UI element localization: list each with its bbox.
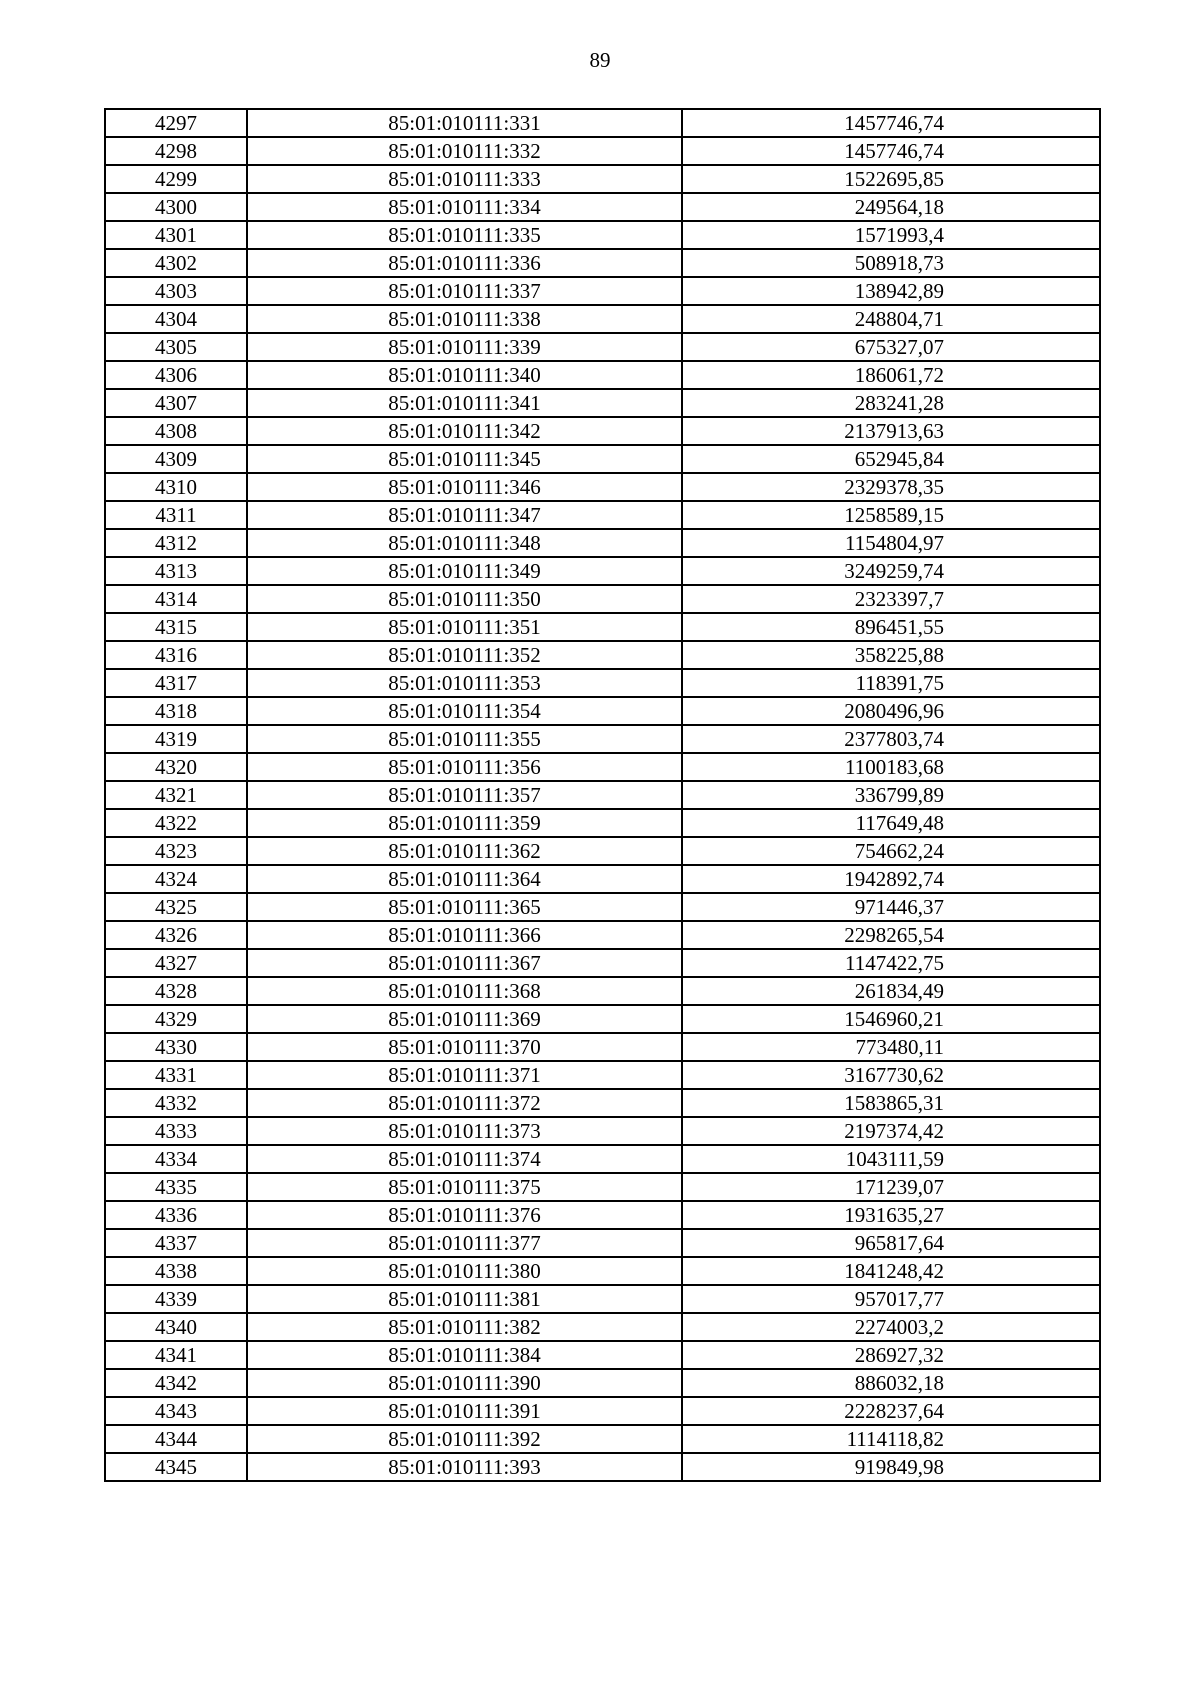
cadastral-number-cell: 85:01:010111:391 [247, 1397, 682, 1425]
table-row [105, 613, 1100, 641]
cadastral-value-cell: 1114118,82 [682, 1425, 1100, 1453]
table-row [105, 1313, 1100, 1341]
table-row [105, 585, 1100, 613]
table-row [105, 1033, 1100, 1061]
cadastral-number-cell: 85:01:010111:372 [247, 1089, 682, 1117]
cadastral-value-cell: 249564,18 [682, 193, 1100, 221]
cadastral-value-cell: 1583865,31 [682, 1089, 1100, 1117]
table-row [105, 277, 1100, 305]
cadastral-value-cell: 896451,55 [682, 613, 1100, 641]
table-body [105, 109, 1100, 1481]
row-number-cell: 4328 [105, 977, 247, 1005]
row-number-cell: 4325 [105, 893, 247, 921]
table-row [105, 473, 1100, 501]
row-number-cell: 4327 [105, 949, 247, 977]
row-number-cell: 4341 [105, 1341, 247, 1369]
table-row [105, 445, 1100, 473]
cadastral-number-cell: 85:01:010111:381 [247, 1285, 682, 1313]
row-number-cell: 4316 [105, 641, 247, 669]
table-row [105, 1369, 1100, 1397]
table-row [105, 809, 1100, 837]
cadastral-value-cell: 336799,89 [682, 781, 1100, 809]
cadastral-value-cell: 1457746,74 [682, 137, 1100, 165]
row-number-cell: 4304 [105, 305, 247, 333]
row-number-cell: 4336 [105, 1201, 247, 1229]
table-row [105, 865, 1100, 893]
cadastral-number-cell: 85:01:010111:392 [247, 1425, 682, 1453]
table-row [105, 697, 1100, 725]
cadastral-value-cell: 2329378,35 [682, 473, 1100, 501]
cadastral-number-cell: 85:01:010111:353 [247, 669, 682, 697]
table-row [105, 669, 1100, 697]
row-number-cell: 4313 [105, 557, 247, 585]
row-number-cell: 4331 [105, 1061, 247, 1089]
cadastral-number-cell: 85:01:010111:374 [247, 1145, 682, 1173]
cadastral-value-cell: 2080496,96 [682, 697, 1100, 725]
cadastral-number-cell: 85:01:010111:390 [247, 1369, 682, 1397]
table-row [105, 557, 1100, 585]
table-row [105, 1425, 1100, 1453]
table-row [105, 1201, 1100, 1229]
cadastral-number-cell: 85:01:010111:341 [247, 389, 682, 417]
cadastral-number-cell: 85:01:010111:352 [247, 641, 682, 669]
table-row [105, 165, 1100, 193]
cadastral-number-cell: 85:01:010111:338 [247, 305, 682, 333]
row-number-cell: 4308 [105, 417, 247, 445]
cadastral-number-cell: 85:01:010111:349 [247, 557, 682, 585]
table-row [105, 753, 1100, 781]
cadastral-number-cell: 85:01:010111:384 [247, 1341, 682, 1369]
table-row [105, 1453, 1100, 1481]
cadastral-value-cell: 117649,48 [682, 809, 1100, 837]
cadastral-number-cell: 85:01:010111:371 [247, 1061, 682, 1089]
cadastral-number-cell: 85:01:010111:351 [247, 613, 682, 641]
cadastral-value-cell: 2137913,63 [682, 417, 1100, 445]
cadastral-number-cell: 85:01:010111:348 [247, 529, 682, 557]
cadastral-value-cell: 971446,37 [682, 893, 1100, 921]
cadastral-value-cell: 1154804,97 [682, 529, 1100, 557]
cadastral-number-cell: 85:01:010111:364 [247, 865, 682, 893]
cadastral-value-cell: 652945,84 [682, 445, 1100, 473]
table-row [105, 1341, 1100, 1369]
row-number-cell: 4306 [105, 361, 247, 389]
row-number-cell: 4302 [105, 249, 247, 277]
row-number-cell: 4330 [105, 1033, 247, 1061]
cadastral-number-cell: 85:01:010111:333 [247, 165, 682, 193]
cadastral-value-cell: 286927,32 [682, 1341, 1100, 1369]
cadastral-value-cell: 1931635,27 [682, 1201, 1100, 1229]
cadastral-value-cell: 754662,24 [682, 837, 1100, 865]
cadastral-number-cell: 85:01:010111:373 [247, 1117, 682, 1145]
cadastral-value-cell: 283241,28 [682, 389, 1100, 417]
row-number-cell: 4342 [105, 1369, 247, 1397]
table-row [105, 417, 1100, 445]
row-number-cell: 4345 [105, 1453, 247, 1481]
row-number-cell: 4321 [105, 781, 247, 809]
cadastral-value-cell: 171239,07 [682, 1173, 1100, 1201]
cadastral-value-cell: 957017,77 [682, 1285, 1100, 1313]
table-row [105, 193, 1100, 221]
row-number-cell: 4300 [105, 193, 247, 221]
cadastral-number-cell: 85:01:010111:359 [247, 809, 682, 837]
cadastral-value-cell: 965817,64 [682, 1229, 1100, 1257]
cadastral-number-cell: 85:01:010111:366 [247, 921, 682, 949]
cadastral-value-cell: 1100183,68 [682, 753, 1100, 781]
table-row [105, 921, 1100, 949]
cadastral-number-cell: 85:01:010111:339 [247, 333, 682, 361]
cadastral-number-cell: 85:01:010111:337 [247, 277, 682, 305]
row-number-cell: 4338 [105, 1257, 247, 1285]
table-row [105, 977, 1100, 1005]
cadastral-value-cell: 248804,71 [682, 305, 1100, 333]
cadastral-value-table [104, 108, 1101, 1482]
row-number-cell: 4318 [105, 697, 247, 725]
cadastral-value-cell: 261834,49 [682, 977, 1100, 1005]
page-number: 89 [589, 48, 611, 72]
cadastral-number-cell: 85:01:010111:345 [247, 445, 682, 473]
table-row [105, 1229, 1100, 1257]
table-row [105, 641, 1100, 669]
cadastral-value-cell: 2274003,2 [682, 1313, 1100, 1341]
row-number-cell: 4303 [105, 277, 247, 305]
table-row [105, 1397, 1100, 1425]
row-number-cell: 4305 [105, 333, 247, 361]
row-number-cell: 4320 [105, 753, 247, 781]
table-row [105, 305, 1100, 333]
cadastral-number-cell: 85:01:010111:350 [247, 585, 682, 613]
cadastral-number-cell: 85:01:010111:331 [247, 109, 682, 137]
row-number-cell: 4332 [105, 1089, 247, 1117]
cadastral-value-cell: 1457746,74 [682, 109, 1100, 137]
table-row [105, 1089, 1100, 1117]
cadastral-number-cell: 85:01:010111:355 [247, 725, 682, 753]
cadastral-value-cell: 3249259,74 [682, 557, 1100, 585]
cadastral-number-cell: 85:01:010111:332 [247, 137, 682, 165]
row-number-cell: 4329 [105, 1005, 247, 1033]
table-row [105, 1145, 1100, 1173]
row-number-cell: 4324 [105, 865, 247, 893]
table-row [105, 1173, 1100, 1201]
row-number-cell: 4333 [105, 1117, 247, 1145]
table-row [105, 725, 1100, 753]
table-row [105, 137, 1100, 165]
row-number-cell: 4340 [105, 1313, 247, 1341]
table-row [105, 893, 1100, 921]
cadastral-number-cell: 85:01:010111:346 [247, 473, 682, 501]
cadastral-value-cell: 1147422,75 [682, 949, 1100, 977]
table-row [105, 1117, 1100, 1145]
cadastral-value-cell: 358225,88 [682, 641, 1100, 669]
cadastral-value-cell: 1841248,42 [682, 1257, 1100, 1285]
row-number-cell: 4311 [105, 501, 247, 529]
row-number-cell: 4334 [105, 1145, 247, 1173]
row-number-cell: 4315 [105, 613, 247, 641]
table-row [105, 1005, 1100, 1033]
row-number-cell: 4312 [105, 529, 247, 557]
row-number-cell: 4335 [105, 1173, 247, 1201]
cadastral-value-cell: 1546960,21 [682, 1005, 1100, 1033]
row-number-cell: 4298 [105, 137, 247, 165]
table-row [105, 1061, 1100, 1089]
cadastral-number-cell: 85:01:010111:382 [247, 1313, 682, 1341]
cadastral-number-cell: 85:01:010111:375 [247, 1173, 682, 1201]
table-row [105, 501, 1100, 529]
row-number-cell: 4344 [105, 1425, 247, 1453]
cadastral-number-cell: 85:01:010111:334 [247, 193, 682, 221]
cadastral-value-cell: 2298265,54 [682, 921, 1100, 949]
cadastral-number-cell: 85:01:010111:369 [247, 1005, 682, 1033]
row-number-cell: 4322 [105, 809, 247, 837]
cadastral-number-cell: 85:01:010111:354 [247, 697, 682, 725]
cadastral-value-cell: 919849,98 [682, 1453, 1100, 1481]
row-number-cell: 4314 [105, 585, 247, 613]
cadastral-value-cell: 2323397,7 [682, 585, 1100, 613]
cadastral-number-cell: 85:01:010111:342 [247, 417, 682, 445]
cadastral-value-cell: 1258589,15 [682, 501, 1100, 529]
row-number-cell: 4297 [105, 109, 247, 137]
table-row [105, 249, 1100, 277]
row-number-cell: 4339 [105, 1285, 247, 1313]
table-row [105, 1257, 1100, 1285]
row-number-cell: 4307 [105, 389, 247, 417]
cadastral-value-cell: 2228237,64 [682, 1397, 1100, 1425]
cadastral-value-cell: 1043111,59 [682, 1145, 1100, 1173]
cadastral-value-cell: 886032,18 [682, 1369, 1100, 1397]
cadastral-number-cell: 85:01:010111:335 [247, 221, 682, 249]
row-number-cell: 4317 [105, 669, 247, 697]
cadastral-number-cell: 85:01:010111:347 [247, 501, 682, 529]
cadastral-value-cell: 1571993,4 [682, 221, 1100, 249]
row-number-cell: 4309 [105, 445, 247, 473]
cadastral-value-cell: 3167730,62 [682, 1061, 1100, 1089]
table-row [105, 781, 1100, 809]
table-row [105, 109, 1100, 137]
cadastral-number-cell: 85:01:010111:393 [247, 1453, 682, 1481]
table-row [105, 361, 1100, 389]
cadastral-value-cell: 1522695,85 [682, 165, 1100, 193]
cadastral-value-cell: 675327,07 [682, 333, 1100, 361]
cadastral-value-cell: 508918,73 [682, 249, 1100, 277]
cadastral-number-cell: 85:01:010111:362 [247, 837, 682, 865]
table-row [105, 389, 1100, 417]
cadastral-number-cell: 85:01:010111:376 [247, 1201, 682, 1229]
cadastral-number-cell: 85:01:010111:357 [247, 781, 682, 809]
row-number-cell: 4319 [105, 725, 247, 753]
table-row [105, 1285, 1100, 1313]
row-number-cell: 4301 [105, 221, 247, 249]
cadastral-value-cell: 2197374,42 [682, 1117, 1100, 1145]
cadastral-value-cell: 186061,72 [682, 361, 1100, 389]
cadastral-value-cell: 1942892,74 [682, 865, 1100, 893]
row-number-cell: 4343 [105, 1397, 247, 1425]
cadastral-number-cell: 85:01:010111:377 [247, 1229, 682, 1257]
cadastral-number-cell: 85:01:010111:380 [247, 1257, 682, 1285]
cadastral-number-cell: 85:01:010111:367 [247, 949, 682, 977]
cadastral-number-cell: 85:01:010111:365 [247, 893, 682, 921]
row-number-cell: 4337 [105, 1229, 247, 1257]
row-number-cell: 4326 [105, 921, 247, 949]
cadastral-number-cell: 85:01:010111:340 [247, 361, 682, 389]
table-row [105, 529, 1100, 557]
cadastral-value-cell: 2377803,74 [682, 725, 1100, 753]
row-number-cell: 4323 [105, 837, 247, 865]
table-row [105, 949, 1100, 977]
table-row [105, 221, 1100, 249]
cadastral-number-cell: 85:01:010111:370 [247, 1033, 682, 1061]
cadastral-number-cell: 85:01:010111:368 [247, 977, 682, 1005]
cadastral-value-cell: 118391,75 [682, 669, 1100, 697]
table-row [105, 837, 1100, 865]
cadastral-number-cell: 85:01:010111:336 [247, 249, 682, 277]
cadastral-number-cell: 85:01:010111:356 [247, 753, 682, 781]
row-number-cell: 4310 [105, 473, 247, 501]
table-row [105, 333, 1100, 361]
cadastral-value-cell: 773480,11 [682, 1033, 1100, 1061]
cadastral-value-cell: 138942,89 [682, 277, 1100, 305]
row-number-cell: 4299 [105, 165, 247, 193]
